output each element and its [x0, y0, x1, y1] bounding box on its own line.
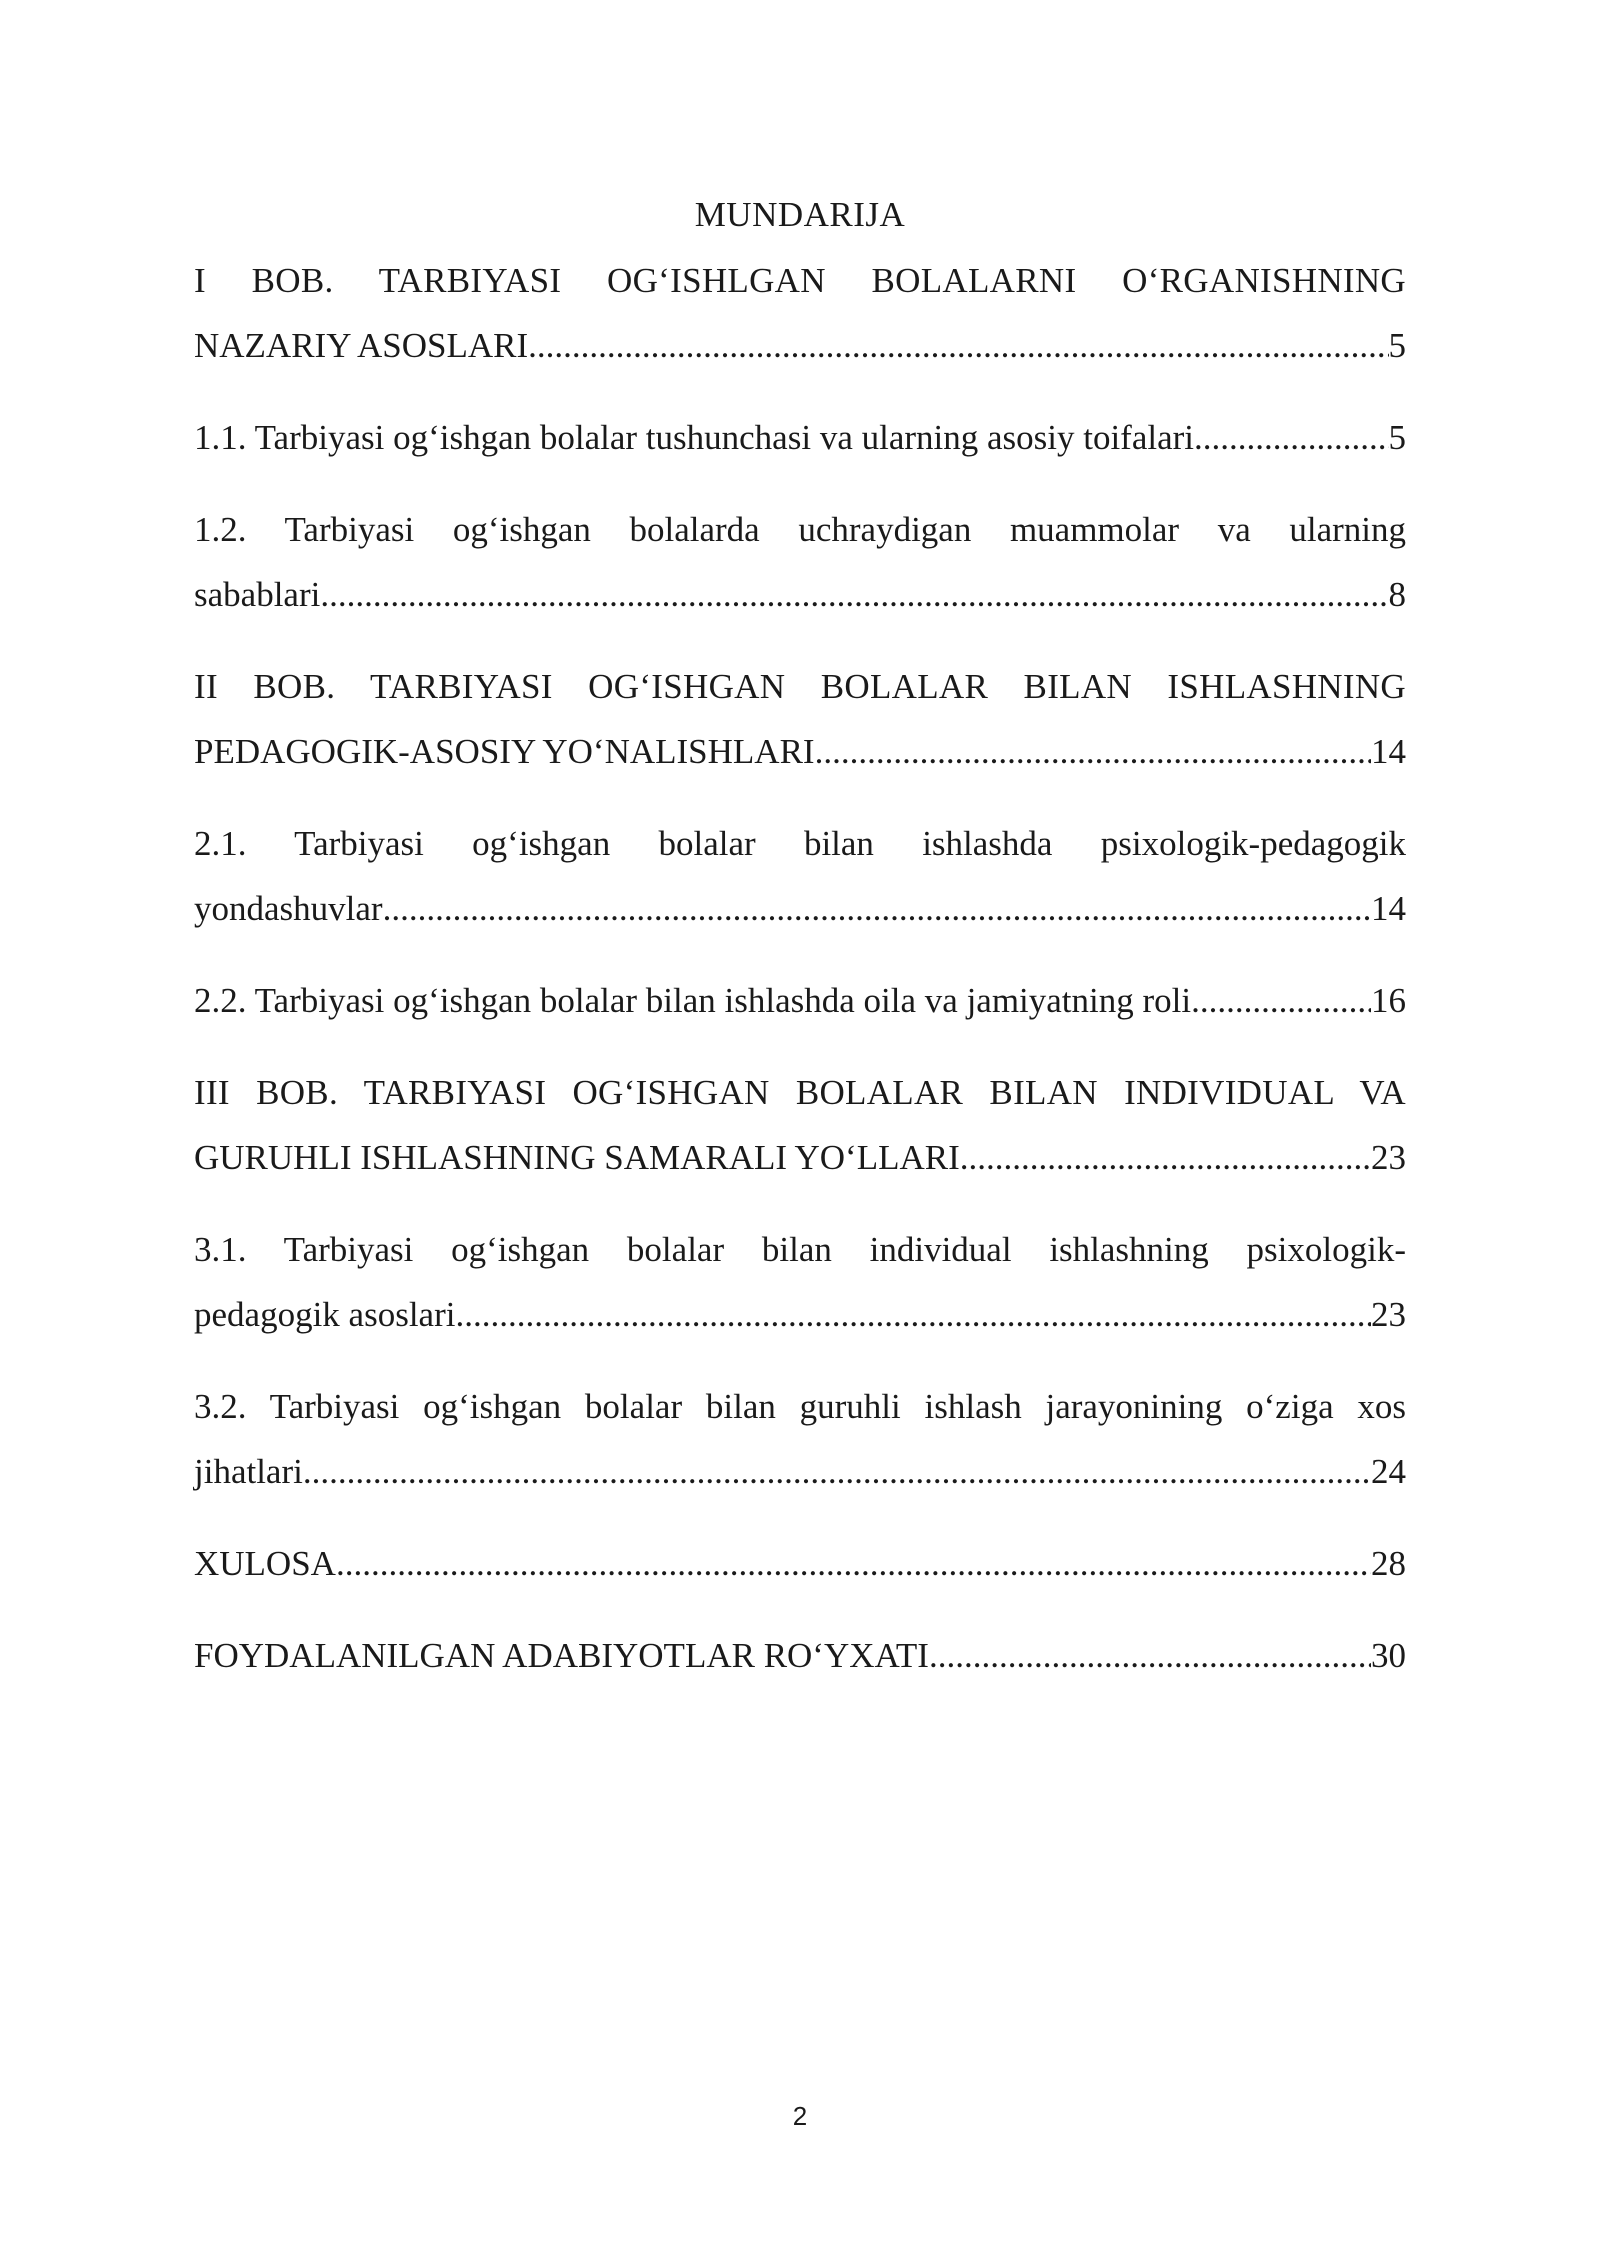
- toc-entry-text: pedagogik asoslari: [194, 1295, 456, 1334]
- dot-leader: [1191, 968, 1371, 1033]
- dot-leader: [929, 1623, 1371, 1688]
- dot-leader: [455, 1282, 1371, 1347]
- toc-page-number: 23: [1371, 1138, 1406, 1177]
- toc-page-number: 5: [1388, 326, 1406, 365]
- toc-entry-text: XULOSA: [194, 1544, 336, 1583]
- toc-entry-chapter-3: [194, 1060, 1406, 1190]
- toc-page-number: 14: [1371, 889, 1406, 928]
- dot-leader: [960, 1125, 1371, 1190]
- toc-entry-chapter-1: [194, 248, 1406, 378]
- table-of-contents: [194, 190, 1406, 1715]
- toc-entry-leader-row: [194, 562, 1406, 627]
- toc-entry-line: 3.1. Tarbiyasi og‘ishgan bolalar bilan individual ishlashning psixologik-: [194, 1230, 1406, 1269]
- toc-entry-leader-row: [194, 968, 1406, 1033]
- toc-entry-section-2-1: [194, 811, 1406, 941]
- toc-heading: MUNDARIJA: [694, 195, 906, 234]
- dot-leader: [383, 876, 1371, 941]
- toc-entry-leader-row: [194, 876, 1406, 941]
- toc-entry-chapter-2: [194, 654, 1406, 784]
- toc-entry-section-2-2: [194, 968, 1406, 1033]
- toc-entry-text: FOYDALANILGAN ADABIYOTLAR RO‘YXATI: [194, 1636, 929, 1675]
- toc-entry-section-1-2: [194, 497, 1406, 627]
- toc-entry-section-3-1: [194, 1217, 1406, 1347]
- toc-entry-text: 2.2. Tarbiyasi og‘ishgan bolalar bilan ishlashda oila va jamiyatning roli: [194, 981, 1192, 1020]
- toc-entry-leader-row: [194, 1623, 1406, 1688]
- toc-entry-text: yondashuvlar: [194, 889, 383, 928]
- dot-leader: [336, 1531, 1371, 1596]
- toc-page-number: 8: [1388, 575, 1406, 614]
- toc-entry-conclusion: [194, 1531, 1406, 1596]
- toc-entry-text: 1.1. Tarbiyasi og‘ishgan bolalar tushunchasi va ularning asosiy toifalari: [194, 418, 1195, 457]
- dot-leader: [303, 1439, 1371, 1504]
- toc-entry-leader-row: [194, 1282, 1406, 1347]
- toc-entry-text: GURUHLI ISHLASHNING SAMARALI YO‘LLARI: [194, 1138, 960, 1177]
- toc-entry-leader-row: [194, 405, 1406, 470]
- toc-page-number: 23: [1371, 1295, 1406, 1334]
- page-number: 2: [792, 2101, 808, 2131]
- toc-entry-line: II BOB. TARBIYASI OG‘ISHGAN BOLALAR BILAN ISHLASHNING: [194, 667, 1406, 706]
- toc-page-number: 16: [1371, 981, 1406, 1020]
- toc-page-number: 14: [1371, 732, 1406, 771]
- dot-leader: [320, 562, 1388, 627]
- toc-page-number: 28: [1371, 1544, 1406, 1583]
- toc-entry-section-1-1: [194, 405, 1406, 470]
- toc-page-number: 5: [1388, 418, 1406, 457]
- toc-entry-line: I BOB. TARBIYASI OG‘ISHLGAN BOLALARNI O‘RGANISHNING: [194, 261, 1406, 300]
- dot-leader: [815, 719, 1371, 784]
- toc-page-number: 24: [1371, 1452, 1406, 1491]
- toc-entry-line: 1.2. Tarbiyasi og‘ishgan bolalarda uchraydigan muammolar va ularning: [194, 510, 1406, 549]
- toc-entry-line: III BOB. TARBIYASI OG‘ISHGAN BOLALAR BILAN INDIVIDUAL VA: [194, 1073, 1406, 1112]
- toc-entry-text: sabablari: [194, 575, 321, 614]
- toc-entry-text: jihatlari: [194, 1452, 303, 1491]
- toc-entry-line: 2.1. Tarbiyasi og‘ishgan bolalar bilan ishlashda psixologik-pedagogik: [194, 824, 1406, 863]
- dot-leader: [1194, 405, 1388, 470]
- toc-entry-leader-row: [194, 719, 1406, 784]
- toc-entry-text: PEDAGOGIK-ASOSIY YO‘NALISHLARI: [194, 732, 815, 771]
- dot-leader: [528, 313, 1388, 378]
- toc-entry-text: NAZARIY ASOSLARI: [194, 326, 529, 365]
- toc-entry-line: 3.2. Tarbiyasi og‘ishgan bolalar bilan guruhli ishlash jarayonining o‘ziga xos: [194, 1387, 1406, 1426]
- toc-entry-references: [194, 1623, 1406, 1688]
- toc-entry-leader-row: [194, 1439, 1406, 1504]
- toc-entry-section-3-2: [194, 1374, 1406, 1504]
- toc-entry-leader-row: [194, 1531, 1406, 1596]
- toc-entry-leader-row: [194, 313, 1406, 378]
- toc-entry-leader-row: [194, 1125, 1406, 1190]
- toc-page-number: 30: [1371, 1636, 1406, 1675]
